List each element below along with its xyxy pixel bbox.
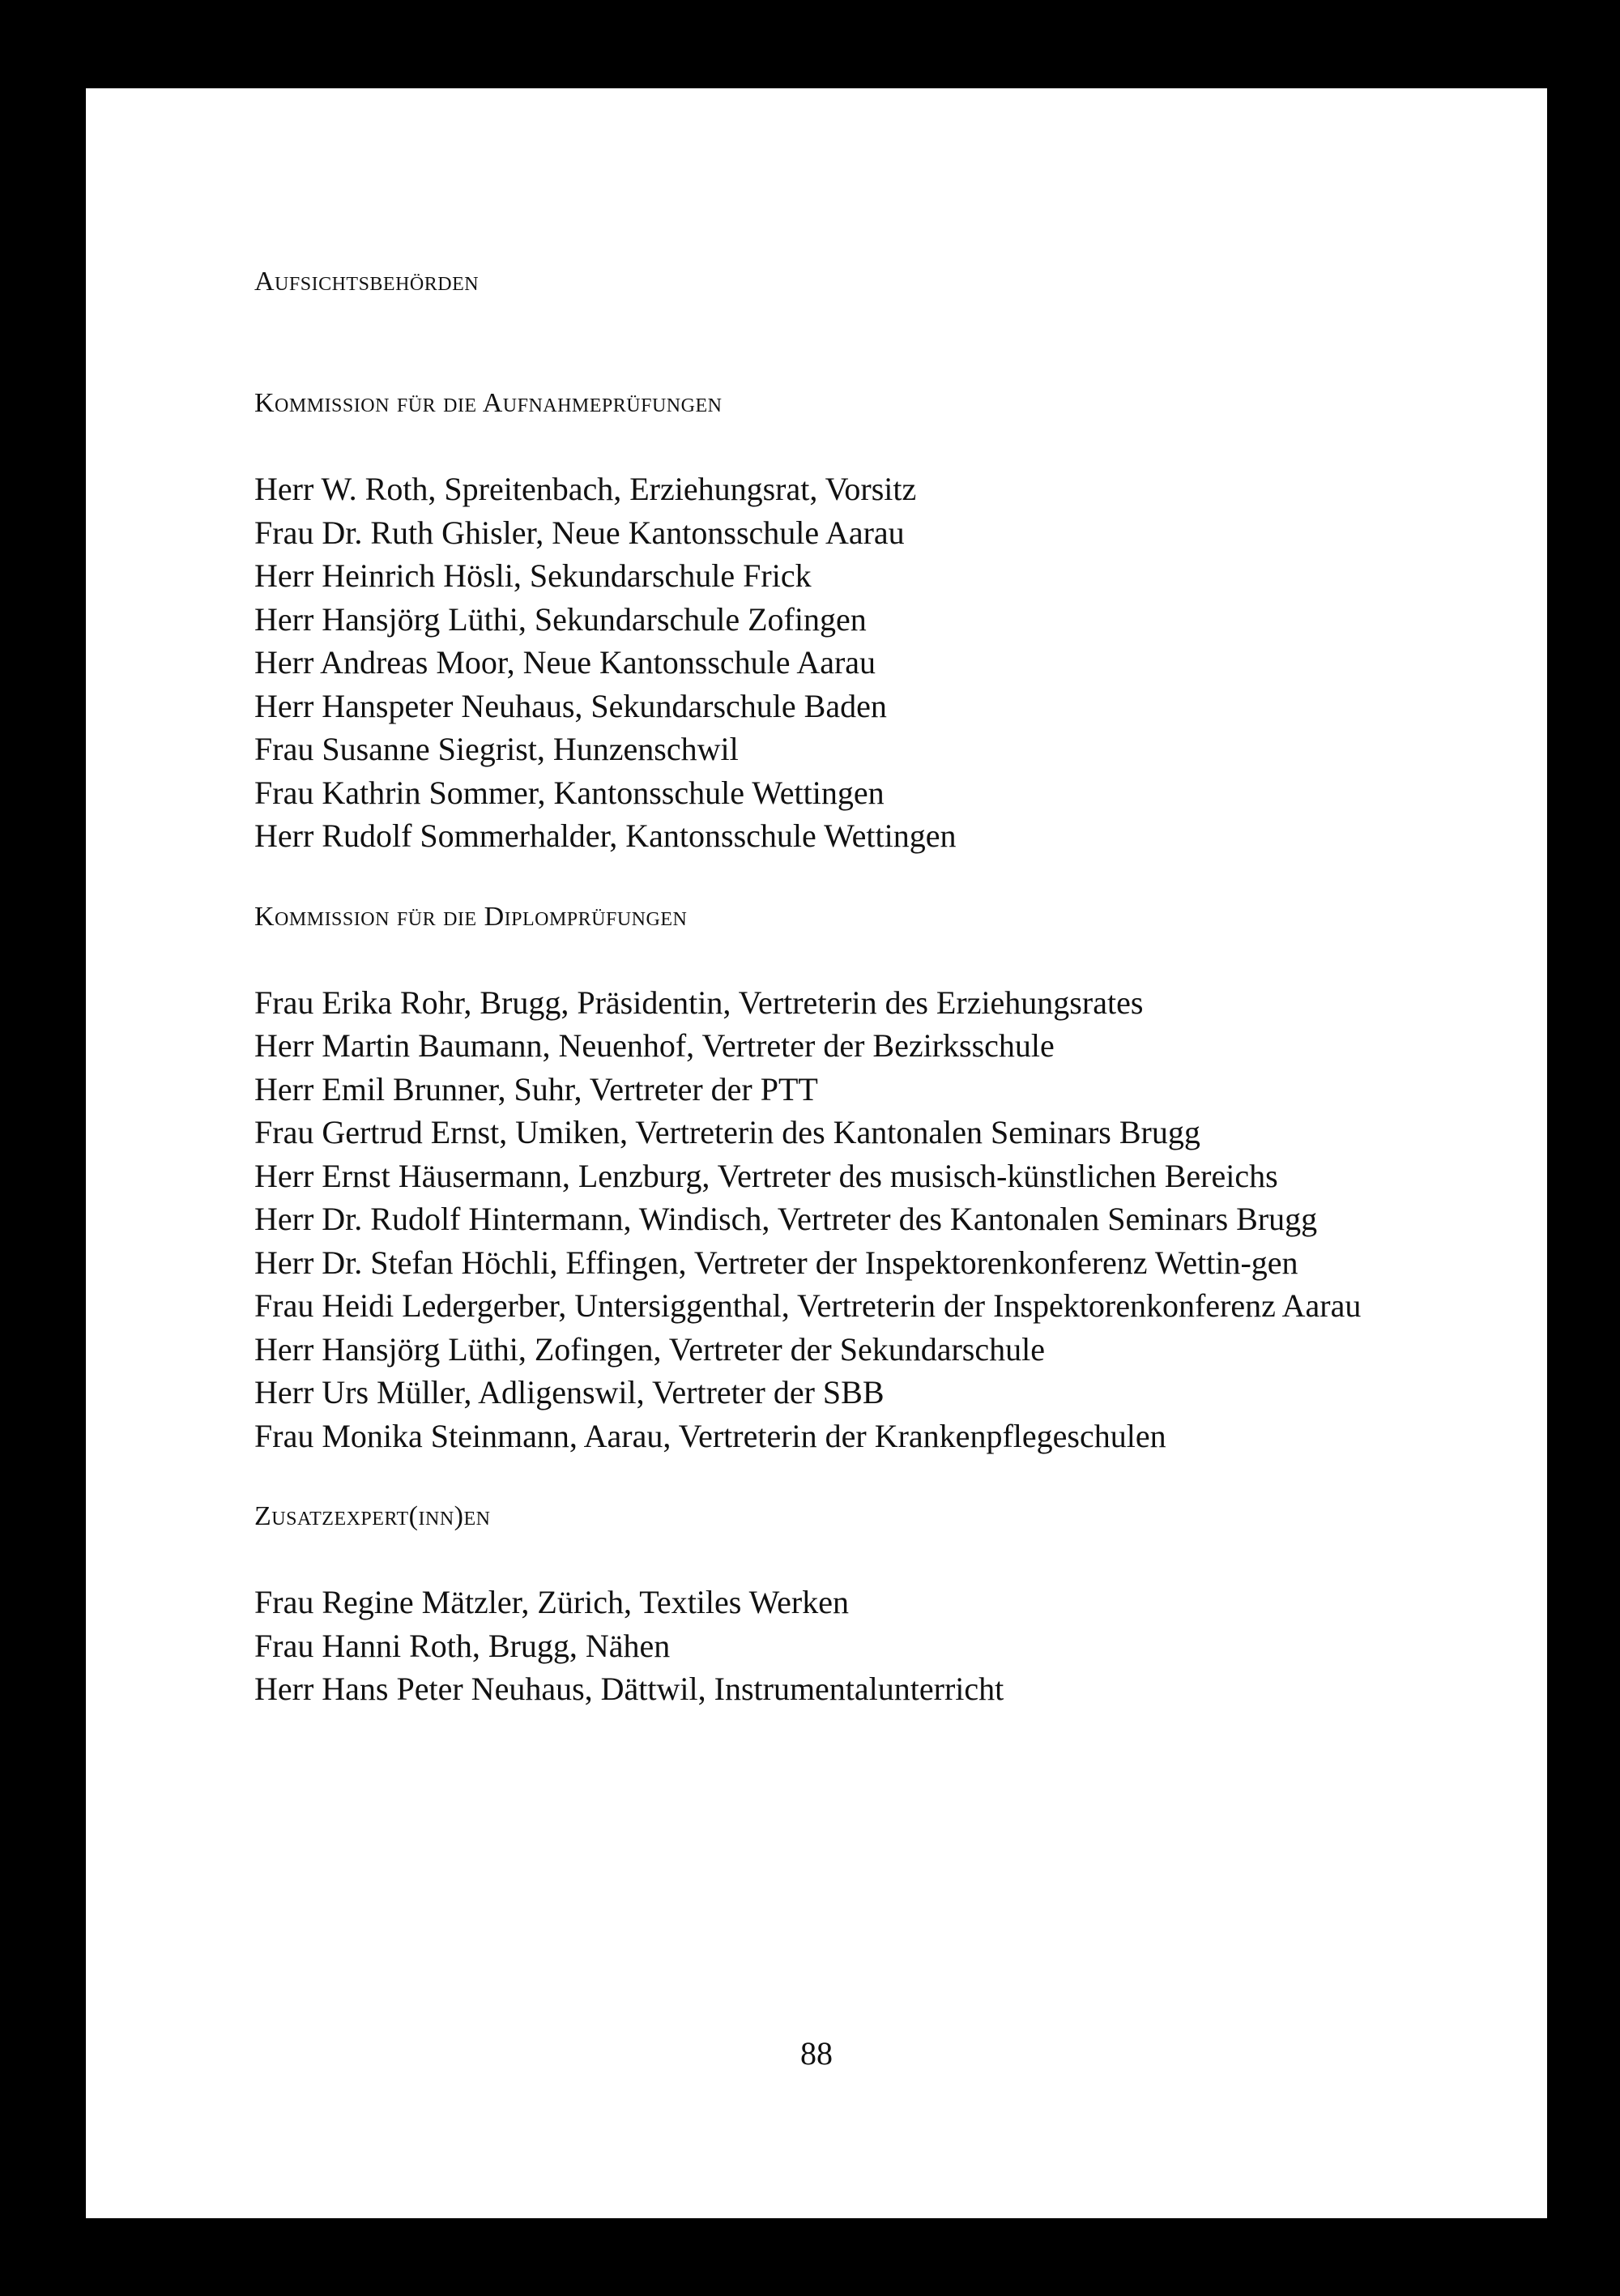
member-entry: Frau Hanni Roth, Brugg, Nähen	[254, 1627, 671, 1664]
member-entry: Herr Hansjörg Lüthi, Zofingen, Vertreter der Sekundarschule	[254, 1330, 1045, 1368]
member-entry: Herr Hanspeter Neuhaus, Sekundarschule Baden	[254, 687, 887, 724]
member-entry: Herr Heinrich Hösli, Sekundarschule Frick	[254, 557, 812, 594]
member-entry: Herr Andreas Moor, Neue Kantonsschule Aarau	[254, 644, 876, 681]
section-title: Kommission für die Diplomprüfungen	[254, 901, 688, 932]
member-entry: Frau Susanne Siegrist, Hunzenschwil	[254, 731, 739, 767]
member-entry: Herr Rudolf Sommerhalder, Kantonsschule Wettingen	[254, 817, 957, 854]
member-entry: Herr Dr. Rudolf Hintermann, Windisch, Vertreter des Kantonalen Seminars Brugg	[254, 1201, 1318, 1237]
document-page	[86, 88, 1547, 2218]
section-title: Kommission für die Aufnahmeprüfungen	[254, 388, 723, 418]
member-entry: Frau Dr. Ruth Ghisler, Neue Kantonsschule Aarau	[254, 514, 905, 551]
member-entry: Herr Emil Brunner, Suhr, Vertreter der PTT	[254, 1070, 818, 1107]
member-entry: Herr Ernst Häusermann, Lenzburg, Vertreter des musisch-künstlichen Bereichs	[254, 1157, 1278, 1194]
member-entry: Herr Hans Peter Neuhaus, Dättwil, Instrumentalunterricht	[254, 1671, 1004, 1707]
section-aufnahmepruefungen	[254, 388, 1445, 858]
section-diplompruefungen	[254, 902, 1445, 1458]
member-entry: Frau Regine Mätzler, Zürich, Textiles Werken	[254, 1584, 850, 1620]
member-entry: Herr Dr. Stefan Höchli, Effingen, Vertreter der Inspektorenkonferenz Wettin-gen	[254, 1244, 1298, 1281]
section-title: Zusatzexpert(inn)en	[254, 1501, 491, 1531]
member-entry: Frau Erika Rohr, Brugg, Präsidentin, Vertreterin des Erziehungsrates	[254, 984, 1144, 1021]
member-list	[254, 1581, 1445, 1711]
member-entry: Herr Urs Müller, Adligenswil, Vertreter der SBB	[254, 1374, 885, 1410]
member-entry: Frau Kathrin Sommer, Kantonsschule Wettingen	[254, 774, 885, 811]
member-list	[254, 981, 1445, 1458]
member-list	[254, 467, 1445, 858]
section-zusatzexperten	[254, 1501, 1445, 1711]
member-entry: Frau Gertrud Ernst, Umiken, Vertreterin des Kantonalen Seminars Brugg	[254, 1114, 1200, 1150]
member-entry: Herr W. Roth, Spreitenbach, Erziehungsrat, Vorsitz	[254, 471, 917, 507]
member-entry: Herr Martin Baumann, Neuenhof, Vertreter der Bezirksschule	[254, 1027, 1055, 1064]
page-number: 88	[800, 2035, 833, 2072]
page-content	[254, 267, 1445, 1755]
member-entry: Herr Hansjörg Lüthi, Sekundarschule Zofingen	[254, 600, 867, 638]
main-title: Aufsichtsbehörden	[254, 267, 480, 297]
member-entry: Frau Monika Steinmann, Aarau, Vertreterin der Krankenpflegeschulen	[254, 1417, 1166, 1454]
member-entry: Frau Heidi Ledergerber, Untersiggenthal, Vertreterin der Inspektorenkonferenz Aarau	[254, 1287, 1362, 1324]
